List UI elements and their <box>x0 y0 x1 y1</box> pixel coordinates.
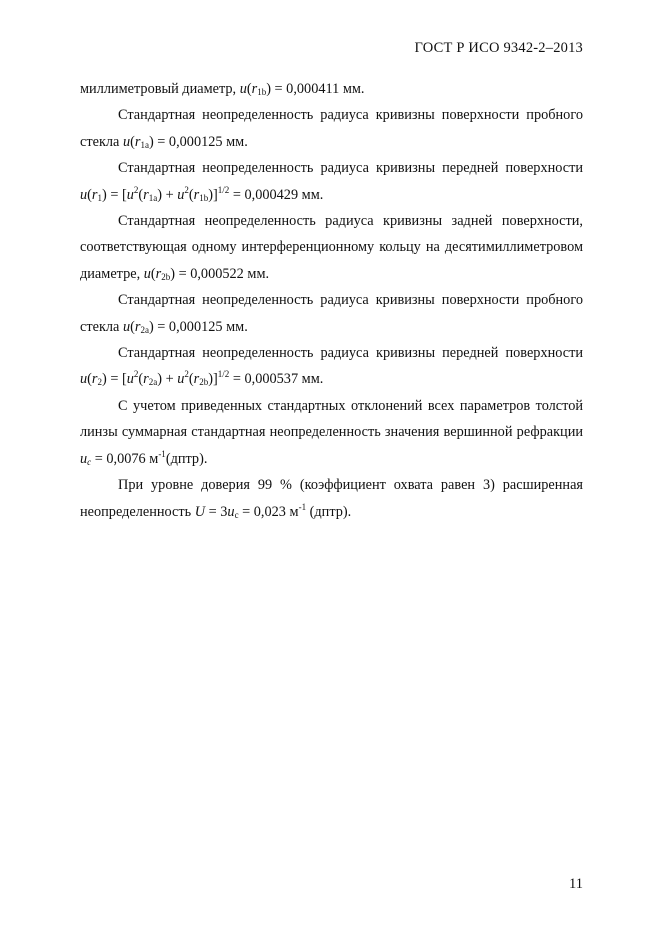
paragraph-7: С учетом приведенных стандартных отклонений всех параметров толстой линзы суммарная стандартная неопределенность значения вершинной рефракции $u_c = 0,0076$ $м^{-1}(дптр)$. <box>80 397 583 467</box>
paragraph-2: Стандартная неопределенность радиуса кривизны поверхности пробного стекла $u(r_{1a}) = 0,000125$ мм. <box>80 107 583 150</box>
document-body <box>80 76 583 525</box>
page-number: 11 <box>569 876 583 892</box>
paragraph-1: миллиметровый диаметр, $u(r_{1b}) = 0,000411$ мм. <box>80 81 365 97</box>
paragraph-5: Стандартная неопределенность радиуса кривизны поверхности пробного стекла $u(r_{2a}) = 0,000125$ мм. <box>80 292 583 335</box>
paragraph-3: Стандартная неопределенность радиуса кривизны передней поверхности $u(r_1) = [u^2(r_{1a}) + u^2(r_{1b})]^{1/2} = 0,000429$ мм. <box>80 160 583 203</box>
paragraph-6: Стандартная неопределенность радиуса кривизны передней поверхности $u(r_2) = [u^2(r_{2a}) + u^2(r_{2b})]^{1/2} = 0,000537$ мм. <box>80 345 583 388</box>
paragraph-8: При уровне доверия 99 % (коэффициент охвата равен 3) расширенная неопределенность $U = 3u_c = 0,023$ $м^{-1}$ (дптр). <box>80 477 583 520</box>
paragraph-4: Стандартная неопределенность радиуса кривизны задней поверхности, соответствующая одному интерференционному кольцу на десятимиллиметровом диаметре, $u(r_{2b}) = 0,000522$ мм. <box>80 213 583 282</box>
document-header: ГОСТ Р ИСО 9342-2–2013 <box>414 40 583 56</box>
